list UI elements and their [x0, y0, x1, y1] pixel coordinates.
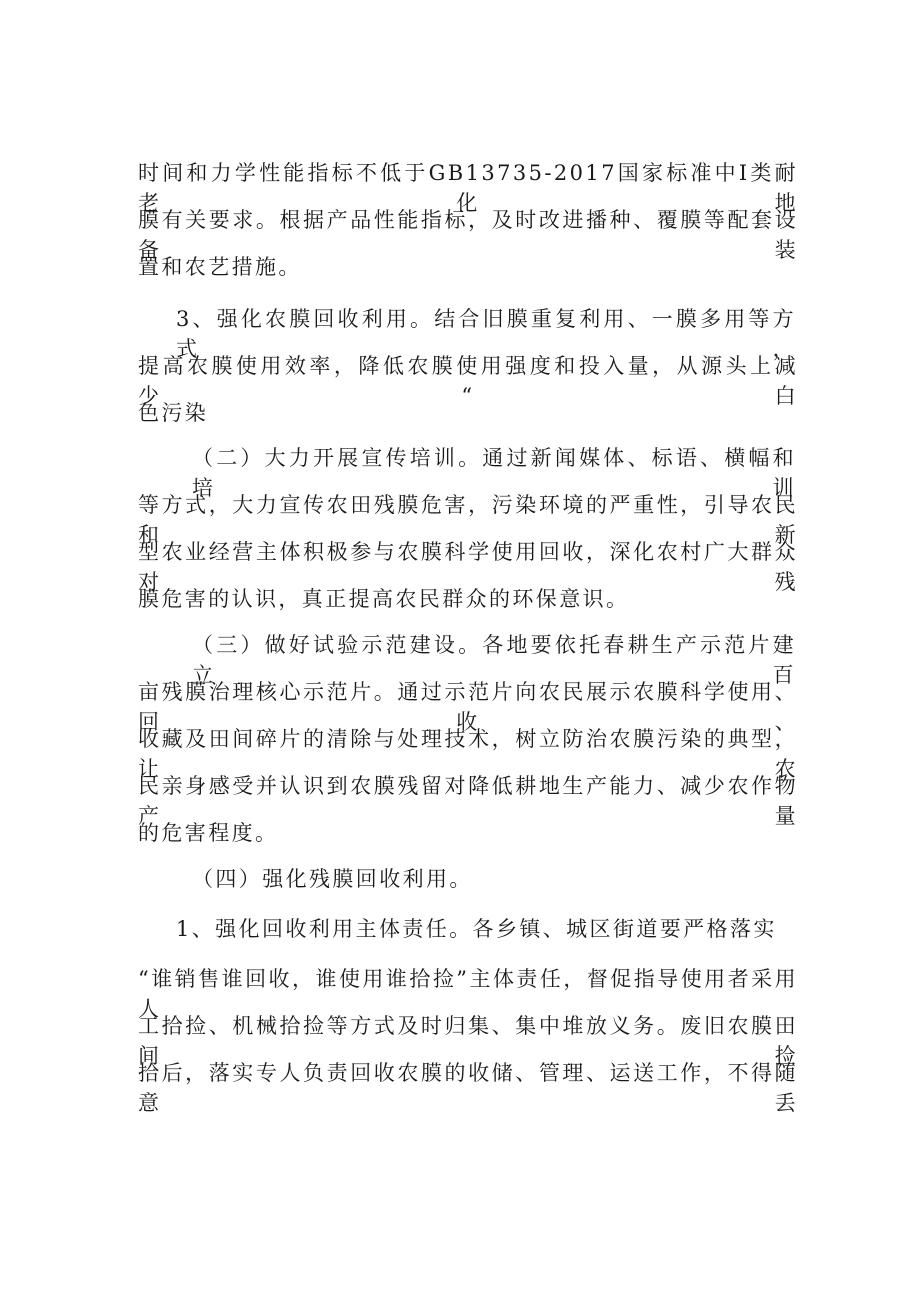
paragraph-line-19: 工拾捡、机械拾捡等方式及时归集、集中堆放义务。废旧农膜田间捡 — [138, 1014, 798, 1068]
paragraph-line-12: 亩残膜治理核心示范片。通过示范片向农民展示农膜科学使用、回收、 — [138, 680, 798, 734]
paragraph-line-8: 等方式，大力宣传农田残膜危害，污染环境的严重性，引导农民和新 — [138, 493, 798, 547]
paragraph-line-3: 置和农艺措施。 — [138, 255, 302, 279]
paragraph-line-5: 提高农膜使用效率，降低农膜使用强度和投入量，从源头上减少“白 — [138, 354, 798, 408]
paragraph-line-18: “谁销售谁回收，谁使用谁拾捡”主体责任，督促指导使用者采用人 — [138, 967, 798, 1021]
paragraph-line-4: 3、强化农膜回收利用。结合旧膜重复利用、一膜多用等方式， — [176, 307, 796, 361]
paragraph-line-7: （二）大力开展宣传培训。通过新闻媒体、标语、横幅和培训 — [192, 446, 796, 500]
paragraph-line-11: （三）做好试验示范建设。各地要依托春耕生产示范片建立百 — [192, 633, 796, 687]
paragraph-line-6: 色污染 — [138, 401, 209, 425]
section-heading-four: （四）强化残膜回收利用。 — [192, 867, 473, 891]
paragraph-line-10: 膜危害的认识，真正提高农民群众的环保意识。 — [138, 587, 630, 611]
paragraph-line-9: 型农业经营主体积极参与农膜科学使用回收，深化农村广大群众对残 — [138, 540, 798, 594]
paragraph-line-1: 时间和力学性能指标不低于GB13735-2017国家标准中Ⅰ类耐老化地 — [138, 161, 798, 215]
paragraph-line-13: 收藏及田间碎片的清除与处理技术，树立防治农膜污染的典型，让农 — [138, 727, 798, 781]
paragraph-line-17: 1、强化回收利用主体责任。各乡镇、城区街道要严格落实 — [176, 917, 777, 941]
paragraph-line-15: 的危害程度。 — [138, 821, 279, 845]
paragraph-line-14: 民亲身感受并认识到农膜残留对降低耕地生产能力、减少农作物产量 — [138, 774, 798, 828]
paragraph-line-20: 拾后，落实专人负责回收农膜的收储、管理、运送工作，不得随意丢 — [138, 1061, 798, 1115]
paragraph-line-2: 膜有关要求。根据产品性能指标，及时改进播种、覆膜等配套设备装 — [138, 208, 798, 262]
